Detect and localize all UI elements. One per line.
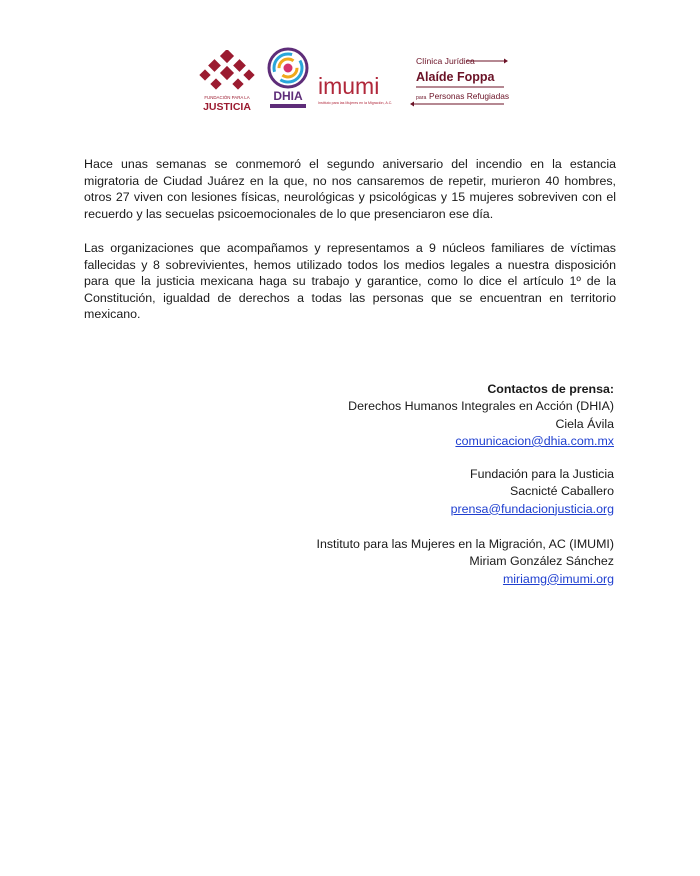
foppa-line2: Alaíde Foppa bbox=[416, 70, 495, 84]
foppa-line3-prefix: para bbox=[416, 95, 427, 101]
imumi-logo bbox=[318, 64, 400, 108]
contact-person: Sacnicté Caballero bbox=[509, 484, 614, 499]
imumi-text: imumi bbox=[318, 73, 380, 99]
paragraph-anniversary: Hace unas semanas se conmemoró el segundo aniversario del incendio en la estancia migratoria de Ciudad Juárez en la que, no nos cansaremos de repetir, murieron 40 hombres, otros 27 viven con lesiones físicas, neurológicas y psicológicas y 15 mujeres sobreviven con el recuerdo y las secuelas psicoemocionales de lo que presenciaron ese día. bbox=[84, 157, 616, 221]
contact-email-link[interactable]: comunicacion@dhia.com.mx bbox=[455, 433, 614, 448]
contact-email-link[interactable]: prensa@fundacionjusticia.org bbox=[450, 501, 614, 516]
contact-org: Fundación para la Justicia bbox=[470, 467, 614, 481]
contact-person: Ciela Ávila bbox=[555, 416, 614, 431]
fundacion-justicia-logo bbox=[198, 50, 256, 112]
press-contact-dhia bbox=[260, 381, 614, 450]
fundacion-top-text: FUNDACIÓN PARA LA bbox=[204, 95, 250, 100]
alaide-foppa-logo bbox=[410, 52, 510, 108]
contact-person: Miriam González Sánchez bbox=[469, 554, 614, 569]
foppa-line3: Personas Refugiadas bbox=[429, 91, 510, 101]
fundacion-main-text: JUSTICIA bbox=[203, 101, 251, 112]
paragraph-organizations: Las organizaciones que acompañamos y representamos a 9 núcleos familiares de víctimas fallecidas y 8 sobrevivientes, hemos utilizado todos los medios legales a nuestra disposición para que la justicia mexicana haga su trabajo y garantice, como lo dice el artículo 1º de la Constitución, igualdad de derechos a todas las personas que se encuentran en territorio mexicano. bbox=[84, 241, 616, 321]
contact-email-link[interactable]: miriamg@imumi.org bbox=[502, 571, 614, 586]
press-contacts-heading: Contactos de prensa: bbox=[487, 382, 614, 396]
foppa-line1: Clínica Jurídica bbox=[416, 56, 475, 66]
contact-org: Derechos Humanos Integrales en Acción (DHIA) bbox=[348, 399, 614, 414]
dhia-text: DHIA bbox=[273, 89, 303, 103]
press-contact-imumi bbox=[260, 536, 614, 588]
imumi-subtext: Instituto para las Mujeres en la Migración, A.C. bbox=[318, 101, 393, 105]
partner-logos bbox=[198, 46, 508, 112]
dhia-logo bbox=[264, 46, 312, 112]
press-contact-fundacion bbox=[260, 466, 614, 518]
contact-org: Instituto para las Mujeres en la Migración, AC (IMUMI) bbox=[316, 537, 614, 551]
